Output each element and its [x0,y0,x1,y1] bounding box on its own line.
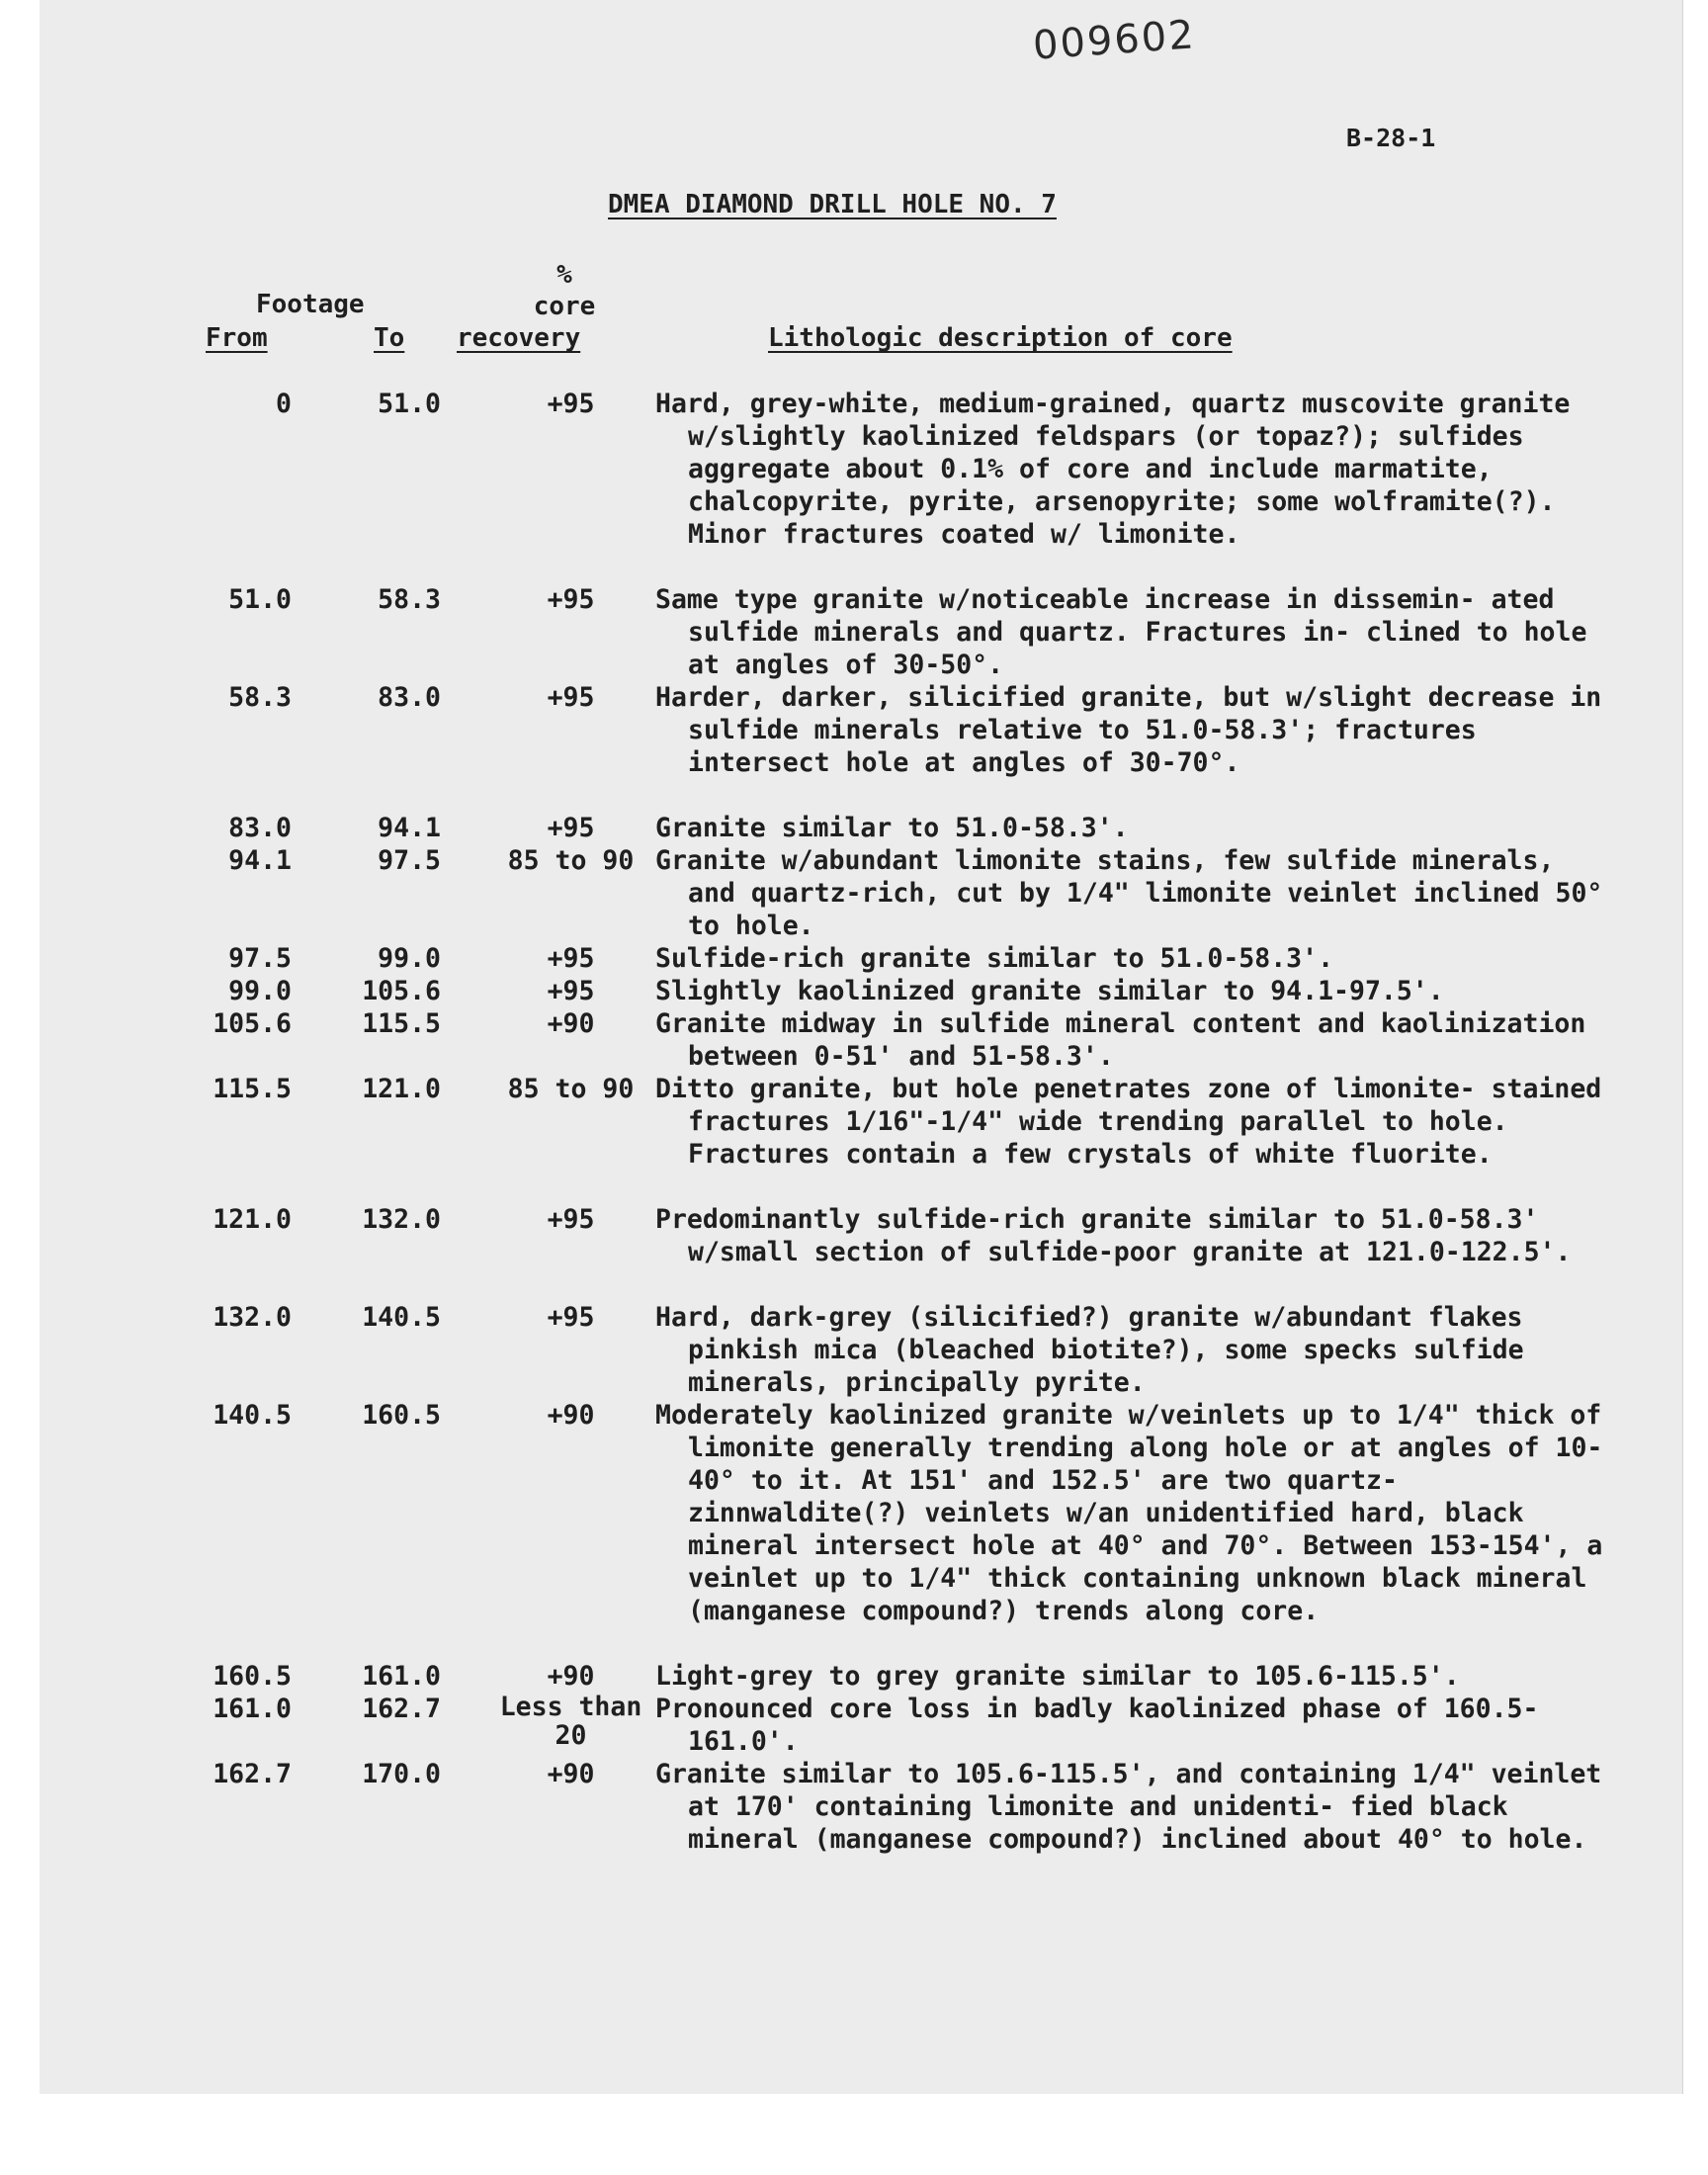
footage-to: 170.0 [362,1759,441,1789]
lithologic-description: Ditto granite, but hole penetrates zone of limonite- stained fractures 1/16"-1/4" wide trending parallel to hole. Fractures contain a few crystals of white fluorite. [655,1074,1602,1170]
lithologic-description: Slightly kaolinized granite similar to 94.1-97.5'. [655,976,1444,1006]
table-row [40,812,1682,844]
footage-to: 132.0 [362,1204,441,1235]
table-row [40,388,1682,583]
lithologic-description: Sulfide-rich granite similar to 51.0-58.3'. [655,943,1334,974]
table-row [40,1758,1682,1888]
table-row [40,1007,1682,1073]
table-row [40,1660,1682,1693]
footage-to: 160.5 [362,1400,441,1431]
footage-from: 97.5 [228,943,292,974]
lithologic-description: Harder, darker, silicified granite, but w/slight decrease in sulfide minerals relative to 51.0-58.3'; fractures intersect hole at angles of 30-70°. [655,682,1602,778]
table-row [40,1399,1682,1660]
footage-from: 140.5 [213,1400,292,1431]
core-recovery: +95 [547,584,595,615]
header-description: Lithologic description of core [768,323,1233,353]
footage-from: 58.3 [228,682,292,713]
table-row [40,1693,1682,1758]
core-recovery: 85 to 90 [507,845,635,876]
table-row [40,975,1682,1007]
header-footage: Footage [256,290,365,319]
core-recovery: +90 [547,1400,595,1431]
core-recovery: +95 [547,1302,595,1333]
footage-to: 161.0 [362,1661,441,1692]
footage-to: 105.6 [362,976,441,1006]
core-recovery: 85 to 90 [507,1074,635,1104]
footage-from: 160.5 [213,1661,292,1692]
footage-from: 121.0 [213,1204,292,1235]
header-recovery: recovery [457,323,581,353]
footage-from: 105.6 [213,1008,292,1039]
footage-to: 97.5 [378,845,441,876]
table-row [40,681,1682,812]
header-to: To [374,323,405,353]
document-page [40,0,1682,2094]
lithologic-description: Same type granite w/noticeable increase in dissemin- ated sulfide minerals and quartz. Fractures in- clined to hole at angles of 30-50°. [655,584,1587,680]
header-from: From [206,323,268,353]
footage-to: 121.0 [362,1074,441,1104]
core-recovery: Less than 20 [499,1692,642,1751]
table-row [40,583,1682,681]
footage-from: 162.7 [213,1759,292,1789]
lithologic-description: Hard, dark-grey (silicified?) granite w/abundant flakes pinkish mica (bleached biotite?), some specks sulfide minerals, principally pyrite. [655,1302,1524,1398]
core-recovery: +95 [547,682,595,713]
lithologic-description: Moderately kaolinized granite w/veinlets up to 1/4" thick of limonite generally trending along hole or at angles of 10-40° to it. At 151' and 152.5' are two quartz-zinnwaldite(?) veinlets w/an unidentified hard, black mineral intersect hole at 40° and 70°. Between 153-154', a veinlet up to 1/4" thick containing unknown black mineral (manganese compound?) trends along core. [655,1400,1603,1626]
lithologic-description: Hard, grey-white, medium-grained, quartz muscovite granite w/slightly kaolinized feldspars (or topaz?); sulfides aggregate about 0.1% of core and include marmatite, chalcopyrite, pyrite, arsenopyrite; some wolframite(?). Minor fractures coated w/ limonite. [655,389,1571,550]
lithologic-description: Pronounced core loss in badly kaolinized phase of 160.5-161.0'. [655,1694,1539,1757]
core-recovery: +95 [547,943,595,974]
document-title: DMEA DIAMOND DRILL HOLE NO. 7 [608,190,1057,219]
footage-from: 99.0 [228,976,292,1006]
table-row [40,1203,1682,1301]
core-recovery: +90 [547,1008,595,1039]
footage-to: 51.0 [378,389,441,419]
document-reference: B-28-1 [1346,124,1436,152]
table-row [40,1301,1682,1399]
core-recovery: +95 [547,1204,595,1235]
core-log-table [40,388,1682,1888]
header-core: core [533,292,596,321]
footage-from: 115.5 [213,1074,292,1104]
footage-to: 99.0 [378,943,441,974]
lithologic-description: Granite similar to 105.6-115.5', and containing 1/4" veinlet at 170' containing limonite and unidenti- fied black mineral (manganese compound?) inclined about 40° to hole. [655,1759,1602,1855]
table-row [40,942,1682,975]
table-row [40,844,1682,942]
footage-from: 132.0 [213,1302,292,1333]
lithologic-description: Light-grey to grey granite similar to 105.6-115.5'. [655,1661,1460,1692]
footage-to: 58.3 [378,584,441,615]
footage-from: 51.0 [228,584,292,615]
core-recovery: +90 [547,1661,595,1692]
lithologic-description: Granite similar to 51.0-58.3'. [655,813,1129,843]
lithologic-description: Granite w/abundant limonite stains, few sulfide minerals, and quartz-rich, cut by 1/4" limonite veinlet inclined 50° to hole. [655,845,1603,941]
footage-to: 115.5 [362,1008,441,1039]
footage-from: 0 [276,389,292,419]
footage-to: 94.1 [378,813,441,843]
header-percent: % [556,260,572,290]
lithologic-description: Predominantly sulfide-rich granite similar to 51.0-58.3' w/small section of sulfide-poor granite at 121.0-122.5'. [655,1204,1572,1267]
footage-from: 94.1 [228,845,292,876]
core-recovery: +95 [547,976,595,1006]
footage-from: 83.0 [228,813,292,843]
footage-to: 162.7 [362,1694,441,1724]
core-recovery: +95 [547,389,595,419]
footage-to: 140.5 [362,1302,441,1333]
core-recovery: +90 [547,1759,595,1789]
document-stamp-number: 009602 [1031,12,1198,69]
footage-from: 161.0 [213,1694,292,1724]
scan-margin [0,2094,1708,2175]
lithologic-description: Granite midway in sulfide mineral content and kaolinization between 0-51' and 51-58.3'. [655,1008,1586,1072]
table-row [40,1073,1682,1203]
footage-to: 83.0 [378,682,441,713]
core-recovery: +95 [547,813,595,843]
